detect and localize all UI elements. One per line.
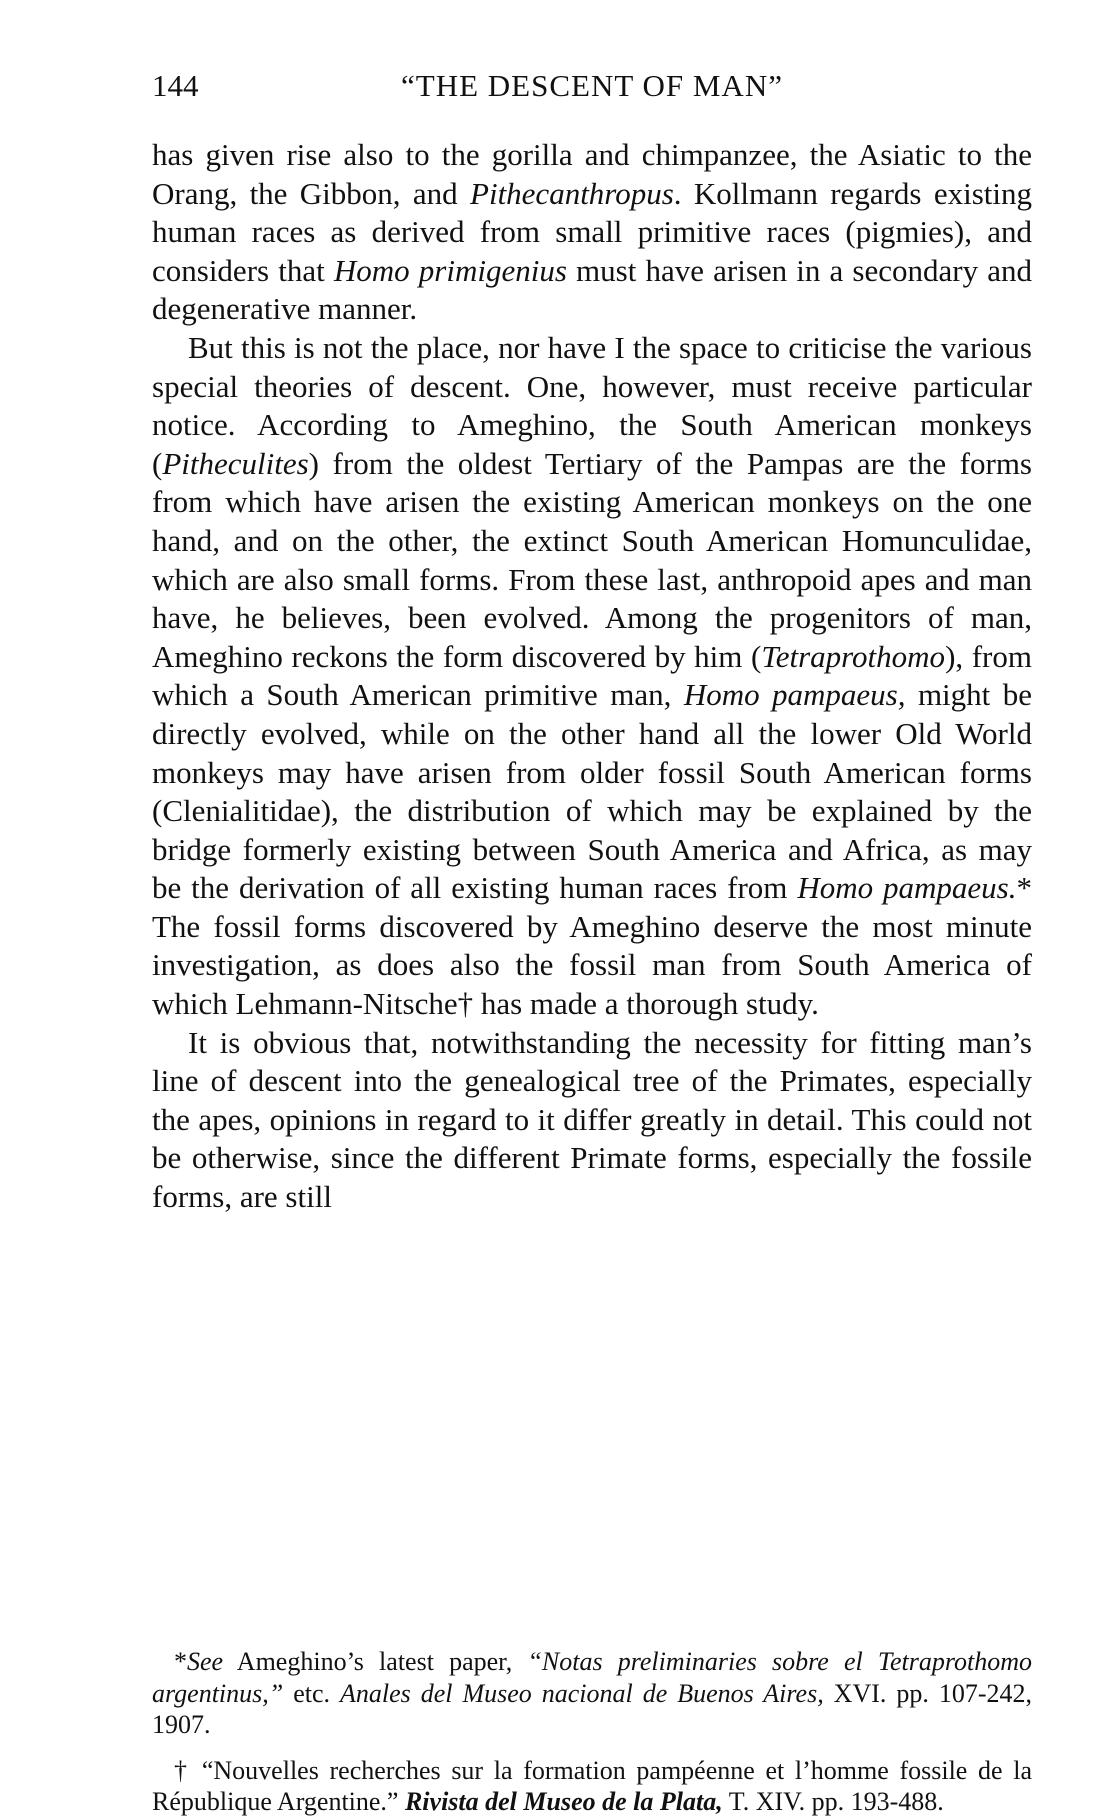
footnote-1 [152, 1646, 1032, 1741]
paragraph-3 [152, 1024, 1032, 1217]
species-name: Tetraprothomo [761, 638, 946, 674]
paragraph-2 [152, 329, 1032, 1024]
page-header [152, 66, 1032, 106]
text-run: * The fossil forms discovered by Ameghino deserve the most minute investigation, as does also the fossil man from South America of which Lehmann-Nitsche† has made a thorough study. [152, 870, 1032, 1022]
text-run: It is obvious that, notwithstanding the necessity for fitting man’s line of descent into the genealogical tree of the Primates, especially the apes, opinions in regard to it differ greatly in detail. This could not be otherwise, since the different Primate forms, especially the fossile forms, are still [152, 1024, 1032, 1215]
species-name: Pithecanthropus [470, 175, 674, 211]
footnote-text-italic: See [187, 1647, 224, 1676]
footnote-2 [152, 1755, 1032, 1818]
footnote-marker: † [174, 1755, 192, 1785]
journal-title: Rivista del Museo de la Plata, [404, 1787, 723, 1816]
footnotes [152, 1646, 1032, 1818]
text-run: ) from the oldest Tertiary of the Pampas are the forms from which have arisen the existing American monkeys on the one hand, and on the other, the extinct South American Homunculidae, which are also small forms. From these last, anthropoid apes and man have, he believes, been evolved. Among the progenitors of man, Ameghino reckons the form discovered by him ( [152, 445, 1032, 674]
text-run: But this is not the place, nor have I the space to criticise the various special theories of descent. One, however, must receive particular notice. According to Ameghino, the South American monkeys ( [152, 329, 1032, 481]
footnote-text: Ameghino’s latest paper, [223, 1647, 528, 1676]
species-name: Homo pampaeus, [683, 677, 906, 713]
body-text [152, 136, 1032, 1217]
footnote-text: etc. [283, 1678, 340, 1708]
running-title: “THE DESCENT OF MAN” [401, 68, 783, 103]
species-name: Homo primigenius [333, 252, 567, 288]
text-run: ), from which a South American primitive man, [152, 638, 1032, 713]
footnote-text: T. XIV. pp. 193-488. [722, 1787, 944, 1816]
text-run: must have arisen in a secondary and degenerative manner. [152, 252, 1032, 327]
species-name: Homo pampaeus. [797, 870, 1017, 906]
text-run: has given rise also to the gorilla and chimpanzee, the Asiatic to the Orang, the Gibbon, and [152, 137, 1032, 211]
footnote-text: XVI. pp. 107-242, 1907. [152, 1678, 1032, 1739]
journal-title: Anales del Museo nacional de Buenos Aires, [339, 1678, 824, 1708]
text-run: . Kollmann regards existing human races as derived from small primitive races (pigmies), and considers that [152, 175, 1032, 288]
footnote-text: “Nouvelles recherches sur la formation pampéenne et l’homme fossile de la République Argentine.” [152, 1755, 1033, 1816]
page-number: 144 [152, 68, 199, 103]
footnote-marker: * [174, 1647, 187, 1676]
text-run: might be directly evolved, while on the other hand all the lower Old World monkeys may have arisen from older fossil South American forms (Clenialitidae), the distribution of which may be explained by the bridge formerly existing between South America and Africa, as may be the derivation of all existing human races from [152, 677, 1032, 906]
paragraph-1 [152, 136, 1032, 329]
paper-title: “Notas preliminaries sobre el Tetraprothomo argentinus,” [152, 1647, 1032, 1708]
species-name: Pitheculites [162, 445, 309, 481]
